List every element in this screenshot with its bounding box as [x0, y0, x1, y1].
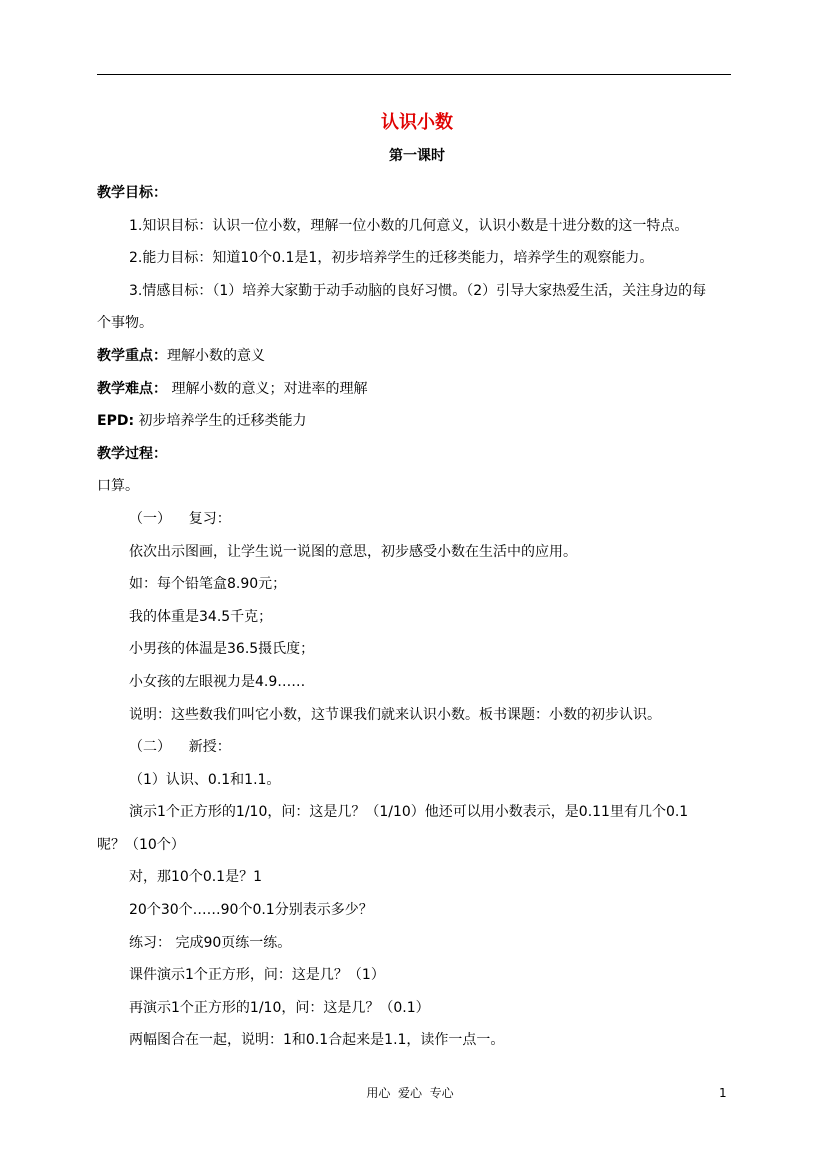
key-point-text: 理解小数的意义 [167, 347, 265, 364]
new-lesson-line: 课件演示1个正方形，问：这是几？（1） [129, 967, 385, 984]
review-line: 我的体重是34.5千克； [129, 608, 273, 625]
goal-item: 1.知识目标：认识一位小数，理解一位小数的几何意义，认识小数是十进分数的这一特点。 [129, 217, 689, 234]
document-title: 认识小数 [381, 112, 453, 133]
epd-text: 初步培养学生的迁移类能力 [134, 413, 307, 430]
oral-calculation: 口算。 [97, 478, 139, 495]
new-lesson-line: 20个30个……90个0.1分别表示多少？ [129, 902, 373, 919]
lesson-subtitle: 第一课时 [389, 148, 445, 164]
review-line: 依次出示图画，让学生说一说图的意思，初步感受小数在生活中的应用。 [129, 543, 577, 560]
new-lesson-heading: （二） 新授： [129, 739, 231, 756]
process-heading: 教学过程： [97, 445, 167, 462]
new-lesson-item: （1）认识、0.1和1.1。 [129, 771, 281, 788]
goals-heading: 教学目标： [97, 185, 167, 201]
review-heading: （一） 复习： [129, 510, 231, 527]
goal-item-continuation: 个事物。 [97, 315, 153, 332]
new-lesson-demo-continuation: 呢？（10个） [97, 836, 185, 853]
new-lesson-demo-line: 演示1个正方形的1/10，问：这是几？（1/10）他还可以用小数表示，是0.11里有几个0.1 [129, 804, 689, 821]
key-point [97, 340, 737, 373]
goal-item: 3.情感目标：（1）培养大家勤于动手动脑的良好习惯。（2）引导大家热爱生活，关注身边的每 [129, 282, 707, 299]
review-line: 如：每个铅笔盒8.90元； [129, 576, 287, 593]
epd [97, 405, 737, 438]
difficulty-text: 理解小数的意义；对进率的理解 [167, 380, 368, 397]
review-line: 小女孩的左眼视力是4.9…… [129, 673, 306, 690]
new-lesson-line: 两幅图合在一起，说明：1和0.1合起来是1.1，读作一点一。 [129, 1032, 505, 1049]
review-line: 小男孩的体温是36.5摄氏度； [129, 641, 315, 658]
key-point-label: 教学重点： [97, 347, 167, 364]
new-lesson-line: 练习： 完成90页练一练。 [129, 934, 292, 951]
header-rule [97, 74, 731, 75]
goal-item: 2.能力目标：知道10个0.1是1，初步培养学生的迁移类能力，培养学生的观察能力。 [129, 250, 654, 267]
difficulty [97, 373, 737, 406]
epd-label: EPD: [97, 413, 135, 430]
new-lesson-line: 再演示1个正方形的1/10，问：这是几？（0.1） [129, 999, 430, 1016]
new-lesson-line: 对，那10个0.1是？1 [129, 869, 262, 886]
review-line: 说明：这些数我们叫它小数，这节课我们就来认识小数。板书课题：小数的初步认识。 [129, 706, 661, 723]
difficulty-label: 教学难点： [97, 380, 167, 397]
page-number: 1 [719, 1086, 727, 1100]
document-body [97, 110, 737, 1057]
footer-motto: 用心 爱心 专心 [366, 1086, 454, 1100]
